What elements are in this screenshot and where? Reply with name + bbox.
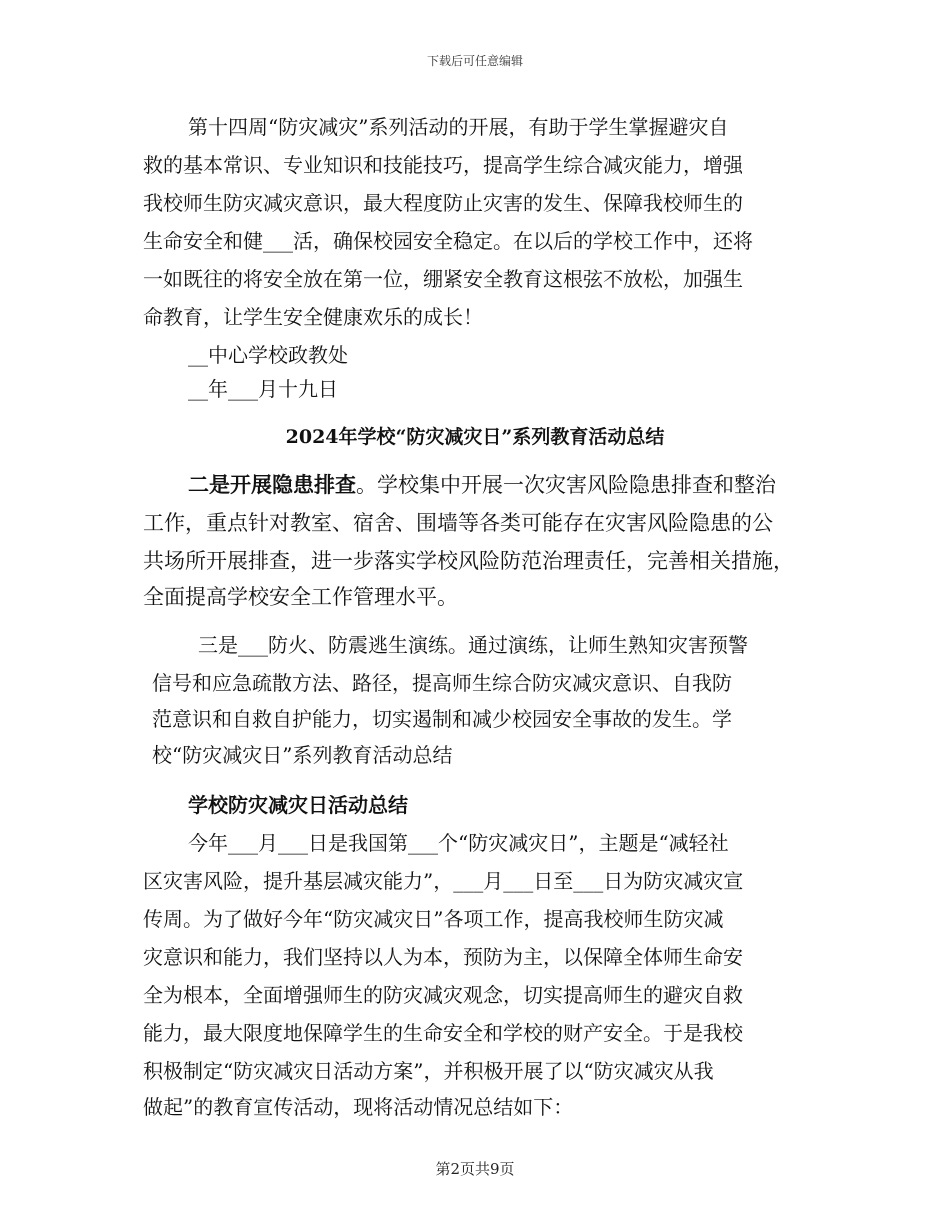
- paragraph-line: 生命安全和健___活，确保校园安全稳定。在以后的学校工作中，还将: [143, 229, 753, 253]
- paragraph-text: 。学校集中开展一次灾害风险隐患排查和整治: [356, 473, 776, 497]
- paragraph-line: 积极制定“防灾减灾日活动方案”，并积极开展了以“防灾减灾从我: [143, 1059, 714, 1083]
- paragraph-line: 校“防灾减灾日”系列教育活动总结: [152, 743, 453, 767]
- page-header: 下载后可任意编辑: [426, 54, 523, 68]
- paragraph-line: 共场所开展排查，进一步落实学校风险防范治理责任，完善相关措施，: [143, 549, 794, 573]
- paragraph-line: 能力，最大限度地保障学生的生命安全和学校的财产安全。于是我校: [143, 1021, 743, 1045]
- signature-line: __中心学校政教处: [188, 343, 348, 367]
- paragraph-line: 救的基本常识、专业知识和技能技巧，提高学生综合减灾能力，增强: [143, 153, 743, 177]
- paragraph-line: [188, 472, 776, 498]
- page-footer: 第2页共9页: [435, 1160, 515, 1178]
- paragraph-line: 做起”的教育宣传活动，现将活动情况总结如下：: [143, 1095, 574, 1119]
- paragraph-line: 命教育，让学生安全健康欢乐的成长！: [143, 305, 483, 329]
- paragraph-line: 传周。为了做好今年“防灾减灾日”各项工作，提高我校师生防灾减: [143, 907, 724, 931]
- lead-text: 二是开展隐患排查: [188, 472, 356, 497]
- paragraph-line: 全为根本，全面增强师生的防灾减灾观念，切实提高师生的避灾自救: [143, 983, 743, 1007]
- paragraph-line: 区灾害风险，提升基层减灾能力”，___月___日至___日为防灾减灾宣: [143, 869, 744, 893]
- paragraph-line: 我校师生防灾减灾意识，最大程度防止灾害的发生、保障我校师生的: [143, 191, 743, 215]
- paragraph-line: 三是___防火、防震逃生演练。通过演练，让师生熟知灾害预警: [198, 633, 748, 657]
- paragraph-line: 工作，重点针对教室、宿舍、围墙等各类可能存在灾害风险隐患的公: [143, 511, 773, 535]
- paragraph-line: 范意识和自救自护能力，切实遏制和减少校园安全事故的发生。学: [152, 707, 732, 731]
- section-heading: 学校防灾减灾日活动总结: [188, 793, 408, 817]
- document-title: 2024年学校“防灾减灾日”系列教育活动总结: [285, 426, 665, 448]
- date-line: __年___月十九日: [188, 377, 338, 401]
- paragraph-line: 全面提高学校安全工作管理水平。: [143, 585, 458, 609]
- paragraph-line: 一如既往的将安全放在第一位，绷紧安全教育这根弦不放松，加强生: [143, 267, 743, 291]
- paragraph-line: 今年___月___日是我国第___个“防灾减灾日”，主题是“减轻社: [188, 831, 729, 855]
- paragraph-line: 灾意识和能力，我们坚持以人为本，预防为主，以保障全体师生命安: [143, 945, 743, 969]
- paragraph-line: 第十四周“防灾减灾”系列活动的开展，有助于学生掌握避灾自: [188, 115, 729, 139]
- paragraph-line: 信号和应急疏散方法、路径，提高师生综合防灾减灾意识、自我防: [152, 671, 732, 695]
